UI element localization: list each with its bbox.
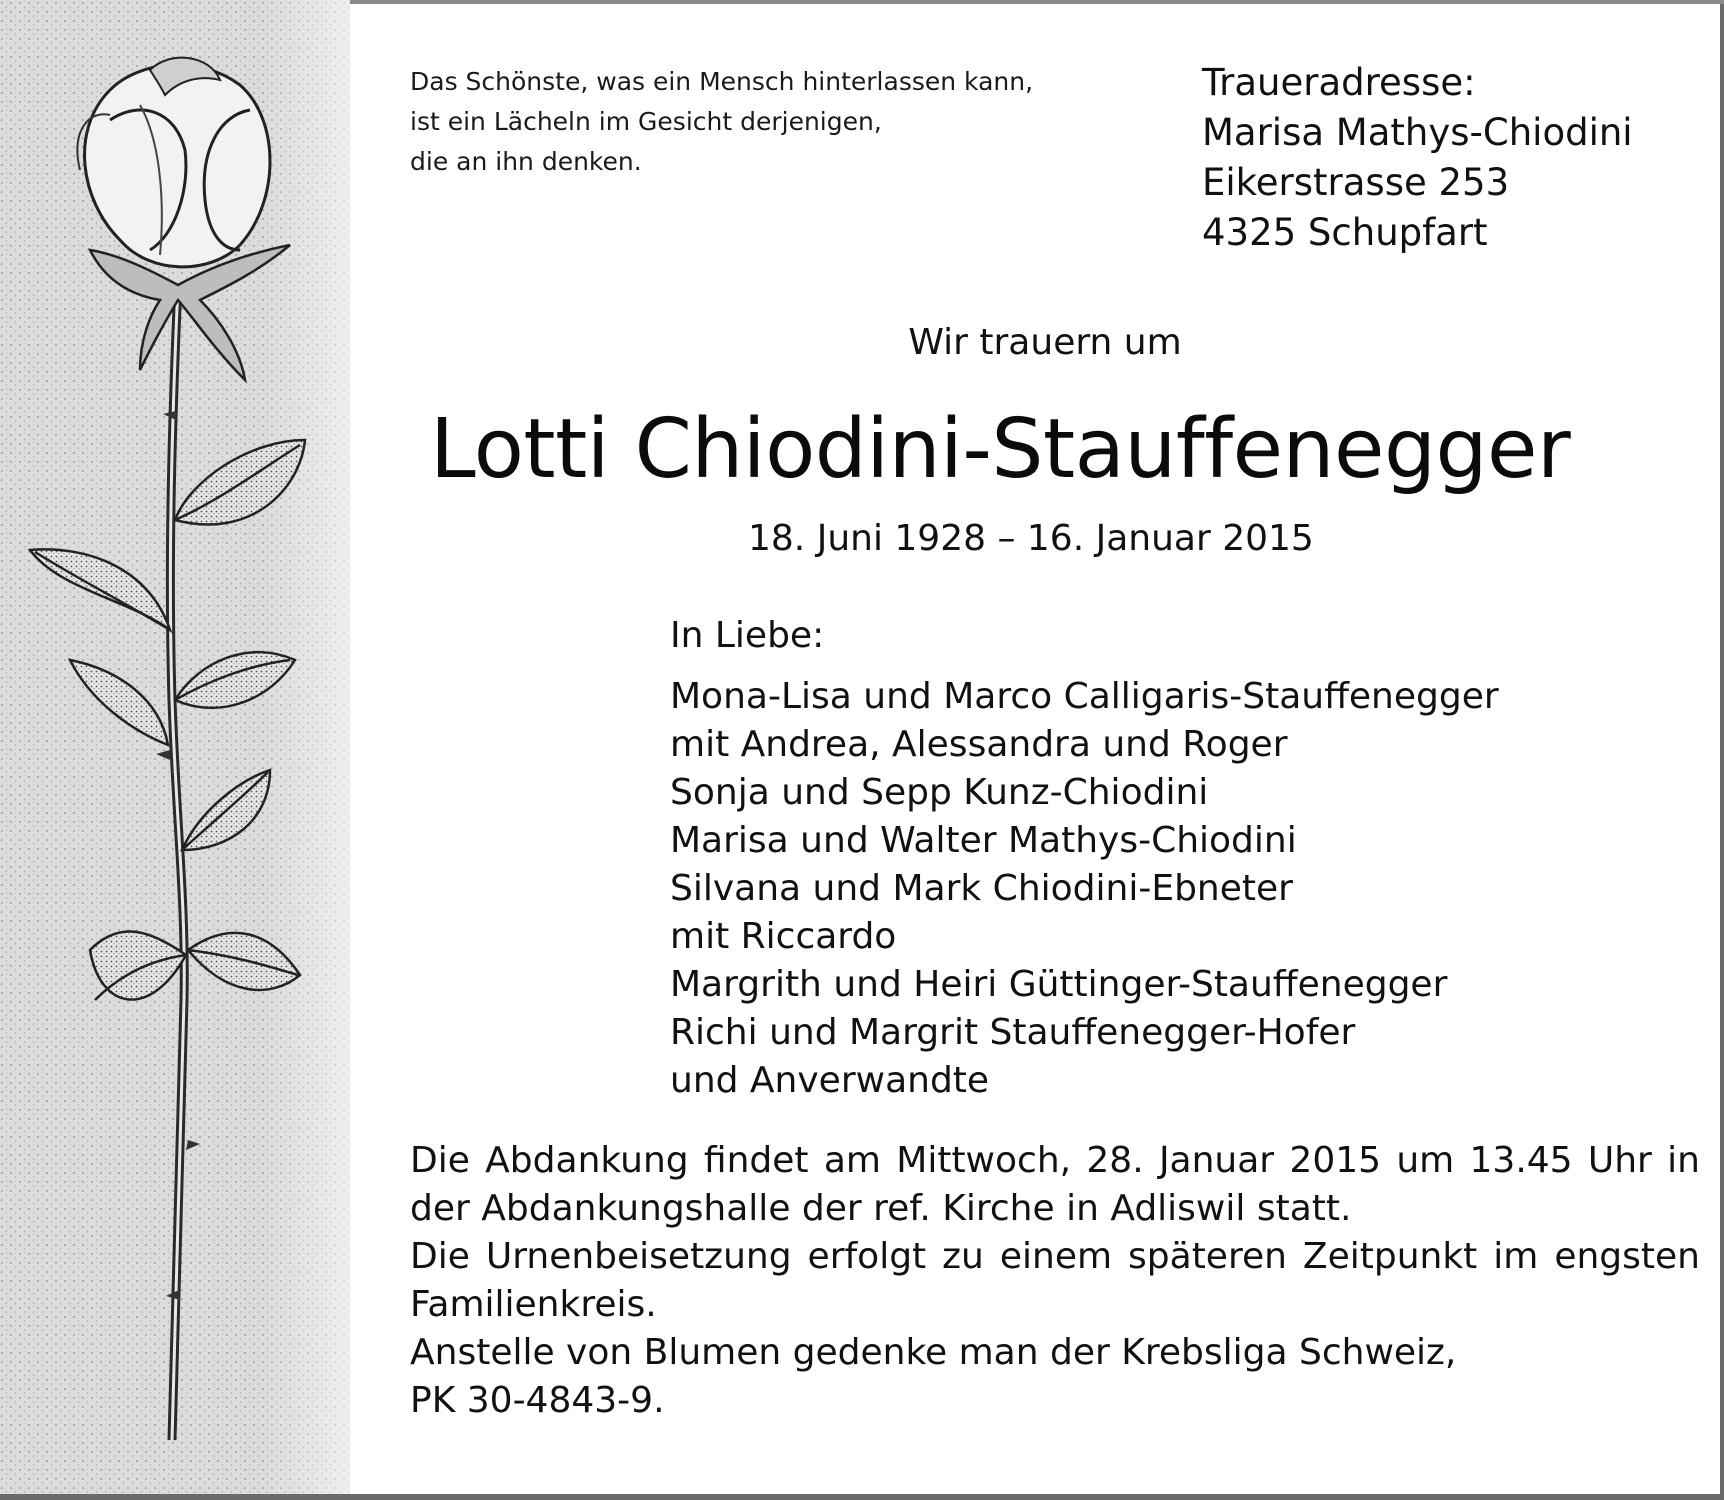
notice-line: PK 30-4843-9. <box>410 1380 665 1421</box>
family-line: Silvana und Mark Chiodini-Ebneter <box>670 868 1293 909</box>
notice-line: Die Urnenbeisetzung erfolgt zu einem späteren Zeitpunkt im engsten <box>410 1236 1700 1277</box>
notice-line: Die Abdankung findet am Mittwoch, 28. Januar 2015 um 13.45 Uhr in <box>410 1140 1700 1181</box>
family-line: Mona-Lisa und Marco Calligaris-Stauffenegger <box>670 676 1499 717</box>
notice-line: der Abdankungshalle der ref. Kirche in Adliswil statt. <box>410 1188 1352 1229</box>
funeral-notice <box>410 1137 1700 1425</box>
family-line: Margrith und Heiri Güttinger-Stauffenegger <box>670 964 1448 1005</box>
family-line: Sonja und Sepp Kunz-Chiodini <box>670 772 1209 813</box>
family-line: mit Riccardo <box>670 916 897 957</box>
notice-line: Familienkreis. <box>410 1284 657 1325</box>
address-name: Marisa Mathys-Chiodini <box>1202 111 1633 154</box>
address-city: 4325 Schupfart <box>1202 211 1488 254</box>
family-line: Richi und Margrit Stauffenegger-Hofer <box>670 1012 1356 1053</box>
deceased-name: Lotti Chiodini-Stauffenegger <box>430 402 1571 497</box>
address-heading: Traueradresse: <box>1202 61 1476 104</box>
quote-line: Das Schönste, was ein Mensch hinterlassen kann, <box>410 67 1034 96</box>
family-line: mit Andrea, Alessandra und Roger <box>670 724 1288 765</box>
quote-line: ist ein Lächeln im Gesicht derjenigen, <box>410 107 882 136</box>
rose-illustration-panel <box>0 0 350 1494</box>
memorial-quote <box>410 62 1150 182</box>
life-dates: 18. Juni 1928 – 16. Januar 2015 <box>748 518 1314 559</box>
love-label: In Liebe: <box>670 615 825 656</box>
address-street: Eikerstrasse 253 <box>1202 161 1510 204</box>
intro-line: Wir trauern um <box>908 322 1182 363</box>
mourning-address <box>1202 58 1702 258</box>
family-line: und Anverwandte <box>670 1060 990 1101</box>
family-line: Marisa und Walter Mathys-Chiodini <box>670 820 1297 861</box>
family-list <box>670 673 1670 1105</box>
quote-line: die an ihn denken. <box>410 147 642 176</box>
notice-line: Anstelle von Blumen gedenke man der Krebsliga Schweiz, <box>410 1332 1457 1373</box>
rose-illustration <box>0 0 350 1494</box>
